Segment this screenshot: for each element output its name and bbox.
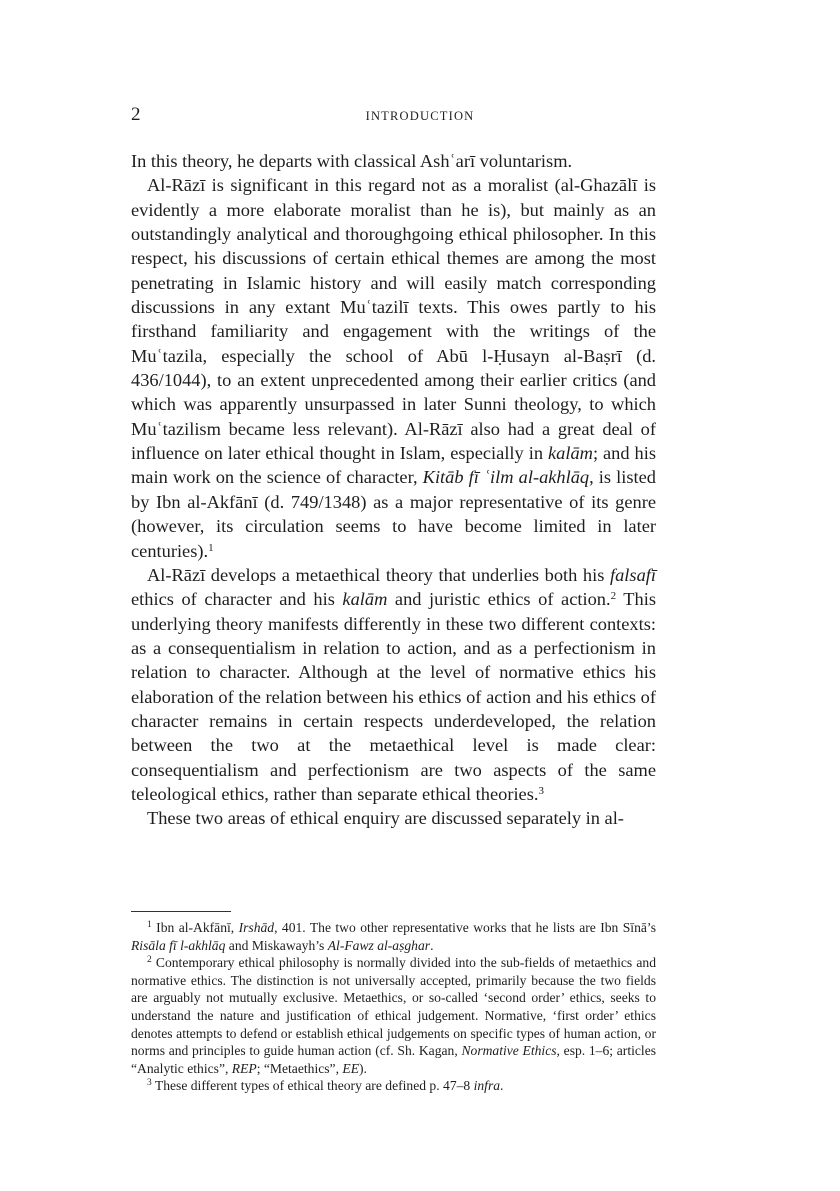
paragraph-2-text-2: ; and his main work on the science of character, xyxy=(131,443,656,488)
footnote-2-text: Contemporary ethical philosophy is normally divided into the sub-fields of metaethics and normative ethics. The distinction is not universally accepted, primarily because the two fields are arguably not mutually exclusive. Metaethics, or so-called ‘second order’ ethics, seeks to understand the nature and justification of ethical judgement. Normative, ‘first order’ ethics denotes attempts to defend or establish ethical judgements on specific types of human action, or norms and principles to guide human action (cf. Sh. Kagan, xyxy=(131,955,656,1059)
running-head: INTRODUCTION xyxy=(365,109,475,123)
footnote-1-text-3: and Miskawayh’s xyxy=(225,937,328,953)
footnote-ref-3[interactable]: 3 xyxy=(538,784,544,797)
paragraph-2-italic-title: Kitāb fī ʿilm al-akhlāq xyxy=(422,467,590,488)
paragraph-3 xyxy=(131,563,656,806)
footnote-2 xyxy=(131,954,656,1077)
footnote-3-text-2: . xyxy=(500,1078,504,1094)
page-number: 2 xyxy=(131,104,141,125)
footnote-2-italic-rep: REP xyxy=(231,1060,257,1076)
body-text xyxy=(131,149,656,831)
footnote-3-italic-infra: infra xyxy=(473,1078,501,1094)
footnote-3-number: 3 xyxy=(147,1078,152,1089)
paragraph-2 xyxy=(131,173,656,563)
paragraph-3-italic-kalam: kalām xyxy=(342,589,388,610)
footnote-1-number: 1 xyxy=(147,919,152,930)
paragraph-2-text-3: , is listed by Ibn al-Akfānī (d. 749/1348) as a major representative of its genre (however, its circulation seems to have become limited in later centuries). xyxy=(131,467,656,561)
footnote-1-text-2: , 401. The two other representative works that he lists are Ibn Sīnā’s xyxy=(274,920,656,935)
paragraph-3-text: Al-Rāzī develops a metaethical theory that underlies both his xyxy=(147,564,610,585)
paragraph-1: In this theory, he departs with classical Ashʿarī voluntarism. xyxy=(131,151,573,171)
footnote-2-italic-normative-ethics: Normative Ethics xyxy=(461,1043,557,1059)
footnotes xyxy=(131,919,656,1095)
footnote-2-italic-ee: EE xyxy=(342,1060,359,1076)
footnote-2-text-2: , esp. 1–6; articles “Analytic ethics”, xyxy=(131,1043,657,1076)
paragraph-2-italic-kalam: kalām xyxy=(547,443,593,464)
footnote-ref-1[interactable]: 1 xyxy=(208,541,214,554)
paragraph-3-text-3: and juristic ethics of action. xyxy=(387,589,611,610)
footnote-1-italic-risala: Risāla fī l-akhlāq xyxy=(131,937,226,953)
footnote-2-text-3: ; “Metaethics”, xyxy=(256,1060,343,1076)
paragraph-3-text-2: ethics of character and his xyxy=(131,589,343,610)
footnote-ref-2[interactable]: 2 xyxy=(610,590,617,603)
footnote-1 xyxy=(131,919,656,954)
footnote-1-italic-irshad: Irshād xyxy=(238,920,275,935)
footnote-rule xyxy=(131,911,231,912)
paragraph-4: These two areas of ethical enquiry are discussed separately in al- xyxy=(147,808,624,829)
footnote-2-number: 2 xyxy=(147,954,152,965)
footnote-1-italic-fawz: Al-Fawz al-aṣghar xyxy=(327,937,431,953)
footnote-1-text: Ibn al-Akfānī, xyxy=(151,920,239,935)
footnote-1-text-4: . xyxy=(430,937,434,953)
footnote-2-text-4: ). xyxy=(359,1060,367,1076)
paragraph-3-italic-falsafi: falsafī xyxy=(610,564,656,585)
footnote-3 xyxy=(131,1077,656,1095)
paragraph-3-text-4: This underlying theory manifests differently in these two different contexts: as a consequentialism in relation to action, and as a perfectionism in relation to character. Although at the level of normative ethics his elaboration of the relation between his ethics of action and his ethics of character remains in certain respects underdeveloped, the relation between the two at the metaethical level is made clear: consequentialism and perfectionism are two aspects of the same teleological ethics, rather than separate ethical theories. xyxy=(131,589,657,804)
paragraph-2-text: Al-Rāzī is significant in this regard not as a moralist (al-Ghazālī is evidently a more elaborate moralist than he is), but mainly as an outstandingly analytical and thoroughgoing ethical philosopher. In this respect, his discussions of certain ethical themes are among the most penetrating in Islamic history and will easily match corresponding discussions in any extant Muʿtazilī texts. This owes partly to his firsthand familiarity and engagement with the writings of the Muʿtazila, especially the school of Abū l-Ḥusayn al-Baṣrī (d. 436/1044), to an extent unprecedented among their earlier critics (and which was apparently unsurpassed in later Sunni theology, to which Muʿtazilism became less relevant). Al-Rāzī also had a great deal of influence on later ethical thought in Islam, especially in xyxy=(131,175,656,464)
footnote-3-text: These different types of ethical theory are defined p. 47–8 xyxy=(151,1078,474,1094)
